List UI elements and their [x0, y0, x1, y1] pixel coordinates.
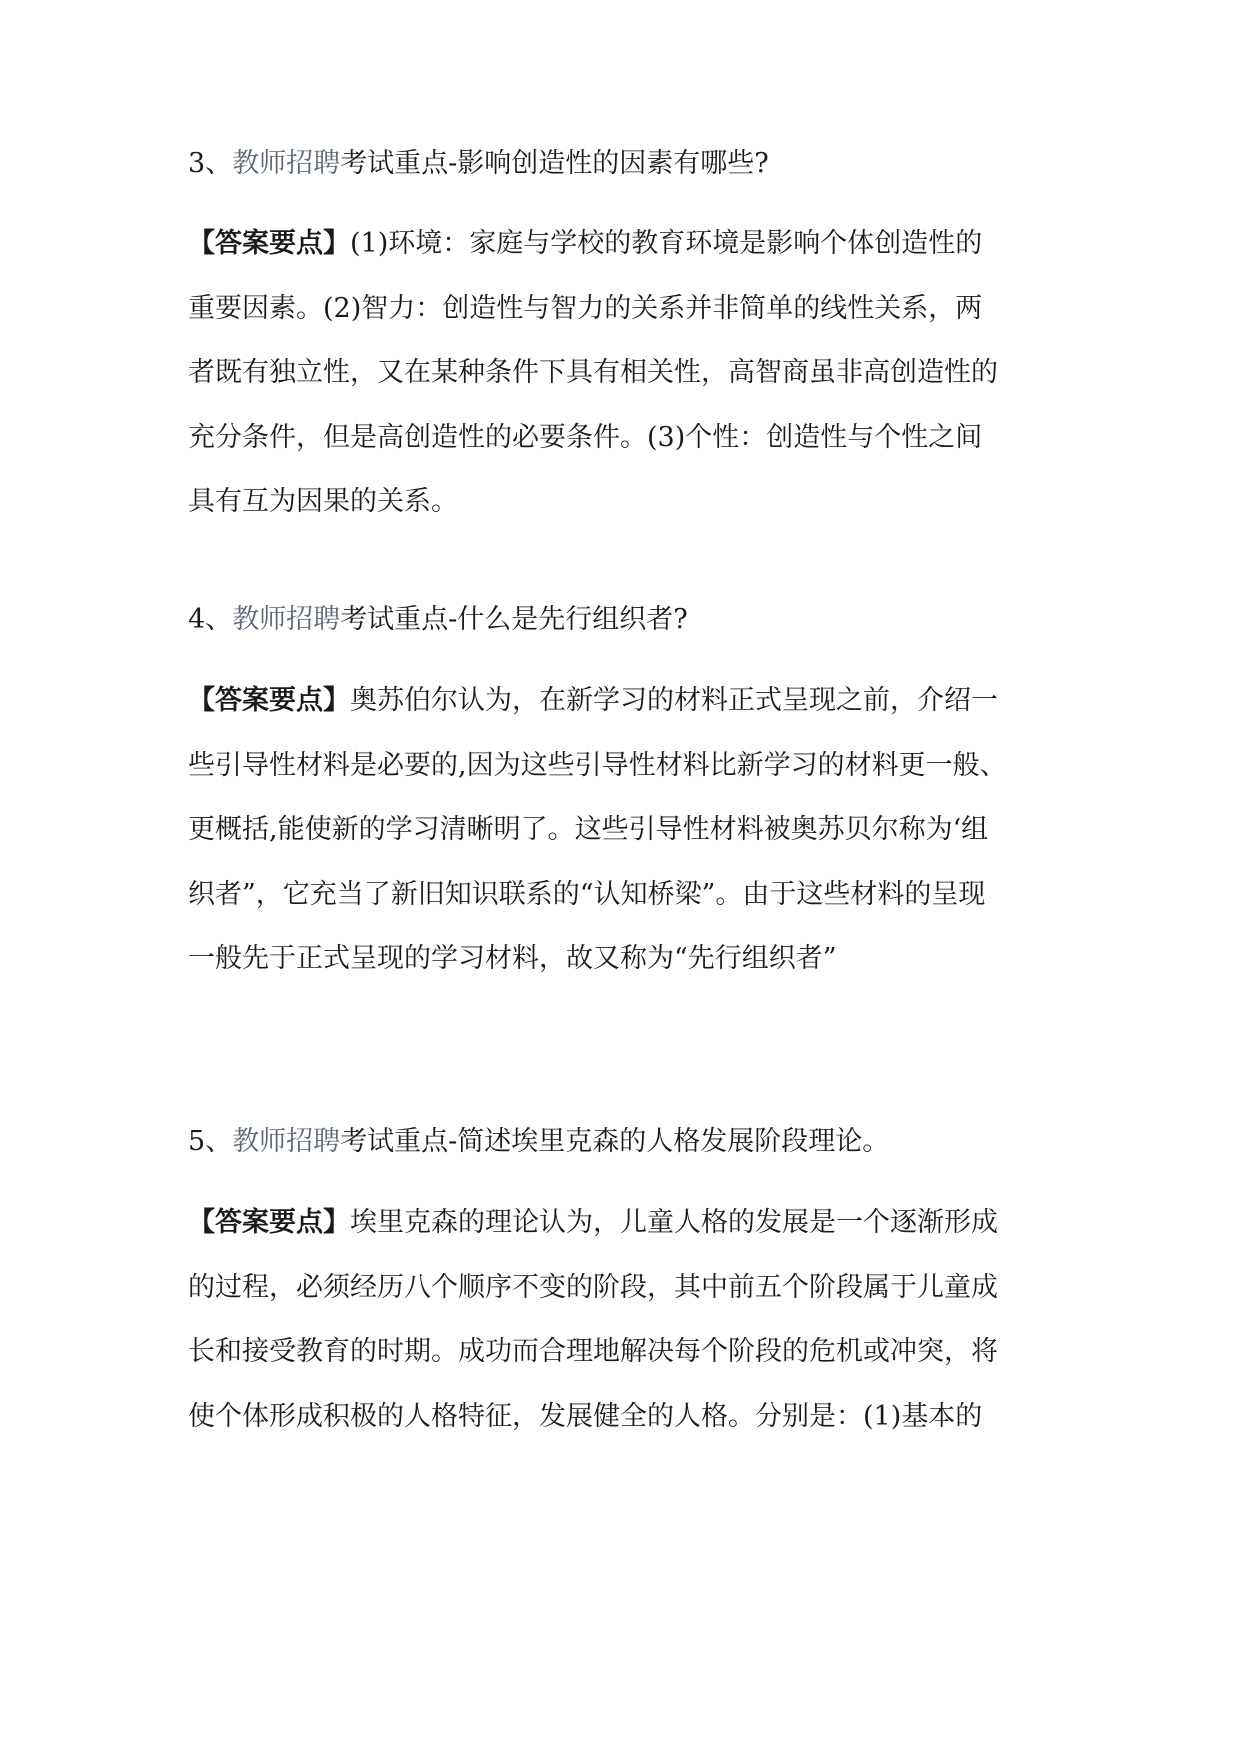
- answer-line: 重要因素。(2)智力：创造性与智力的关系并非简单的线性关系，两: [188, 292, 983, 324]
- answer-line: [188, 212, 1068, 277]
- question-title: 考试重点-什么是先行组织者?: [340, 604, 688, 635]
- answer-line: 充分条件，但是高创造性的必要条件。(3)个性：创造性与个性之间: [188, 421, 983, 453]
- answer-line: 者既有独立性，又在某种条件下具有相关性，高智商虽非高创造性的: [188, 357, 998, 388]
- answer-text: 奥苏伯尔认为，在新学习的材料正式呈现之前，介绍一: [350, 685, 998, 716]
- answer-line: 更概括,能使新的学习清晰明了。这些引导性材料被奥苏贝尔称为‘组: [188, 814, 989, 845]
- answer-block-5: [188, 1191, 1068, 1449]
- answer-block-4: [188, 669, 1068, 992]
- teacher-recruitment-link[interactable]: 教师招聘: [232, 148, 341, 179]
- answer-tag: 【答案要点】: [188, 685, 350, 716]
- question-number: 5、: [188, 1126, 233, 1157]
- answer-line: 具有互为因果的关系。: [188, 486, 458, 517]
- answer-tag: 【答案要点】: [188, 228, 350, 259]
- answer-line: [188, 669, 1068, 734]
- answer-line: 长和接受教育的时期。成功而合理地解决每个阶段的危机或冲突，将: [188, 1336, 998, 1367]
- answer-line: 织者”，它充当了新旧知识联系的“认知桥梁”。由于这些材料的呈现: [188, 878, 986, 910]
- answer-line: 些引导性材料是必要的,因为这些引导性材料比新学习的材料更一般、: [188, 749, 1007, 781]
- teacher-recruitment-link[interactable]: 教师招聘: [232, 1126, 341, 1157]
- answer-line: [188, 1191, 1068, 1256]
- answer-block-3: [188, 212, 1068, 535]
- answer-line: 使个体形成积极的人格特征，发展健全的人格。分别是：(1)基本的: [188, 1400, 983, 1432]
- answer-tag: 【答案要点】: [188, 1207, 350, 1238]
- answer-text: (1)环境：家庭与学校的教育环境是影响个体创造性的: [350, 228, 983, 259]
- question-number: 3、: [188, 148, 233, 179]
- teacher-recruitment-link[interactable]: 教师招聘: [232, 604, 341, 635]
- question-heading-5: [188, 1124, 1068, 1160]
- question-title: 考试重点-影响创造性的因素有哪些?: [340, 148, 769, 179]
- answer-line: 一般先于正式呈现的学习材料，故又称为“先行组织者”: [188, 943, 837, 974]
- answer-text: 埃里克森的理论认为，儿童人格的发展是一个逐渐形成: [350, 1207, 998, 1238]
- answer-line: 的过程，必须经历八个顺序不变的阶段，其中前五个阶段属于儿童成: [188, 1271, 998, 1303]
- question-heading-3: [188, 146, 1068, 182]
- question-number: 4、: [188, 604, 233, 635]
- question-title: 考试重点-简述埃里克森的人格发展阶段理论。: [340, 1126, 890, 1157]
- question-heading-4: [188, 602, 1068, 638]
